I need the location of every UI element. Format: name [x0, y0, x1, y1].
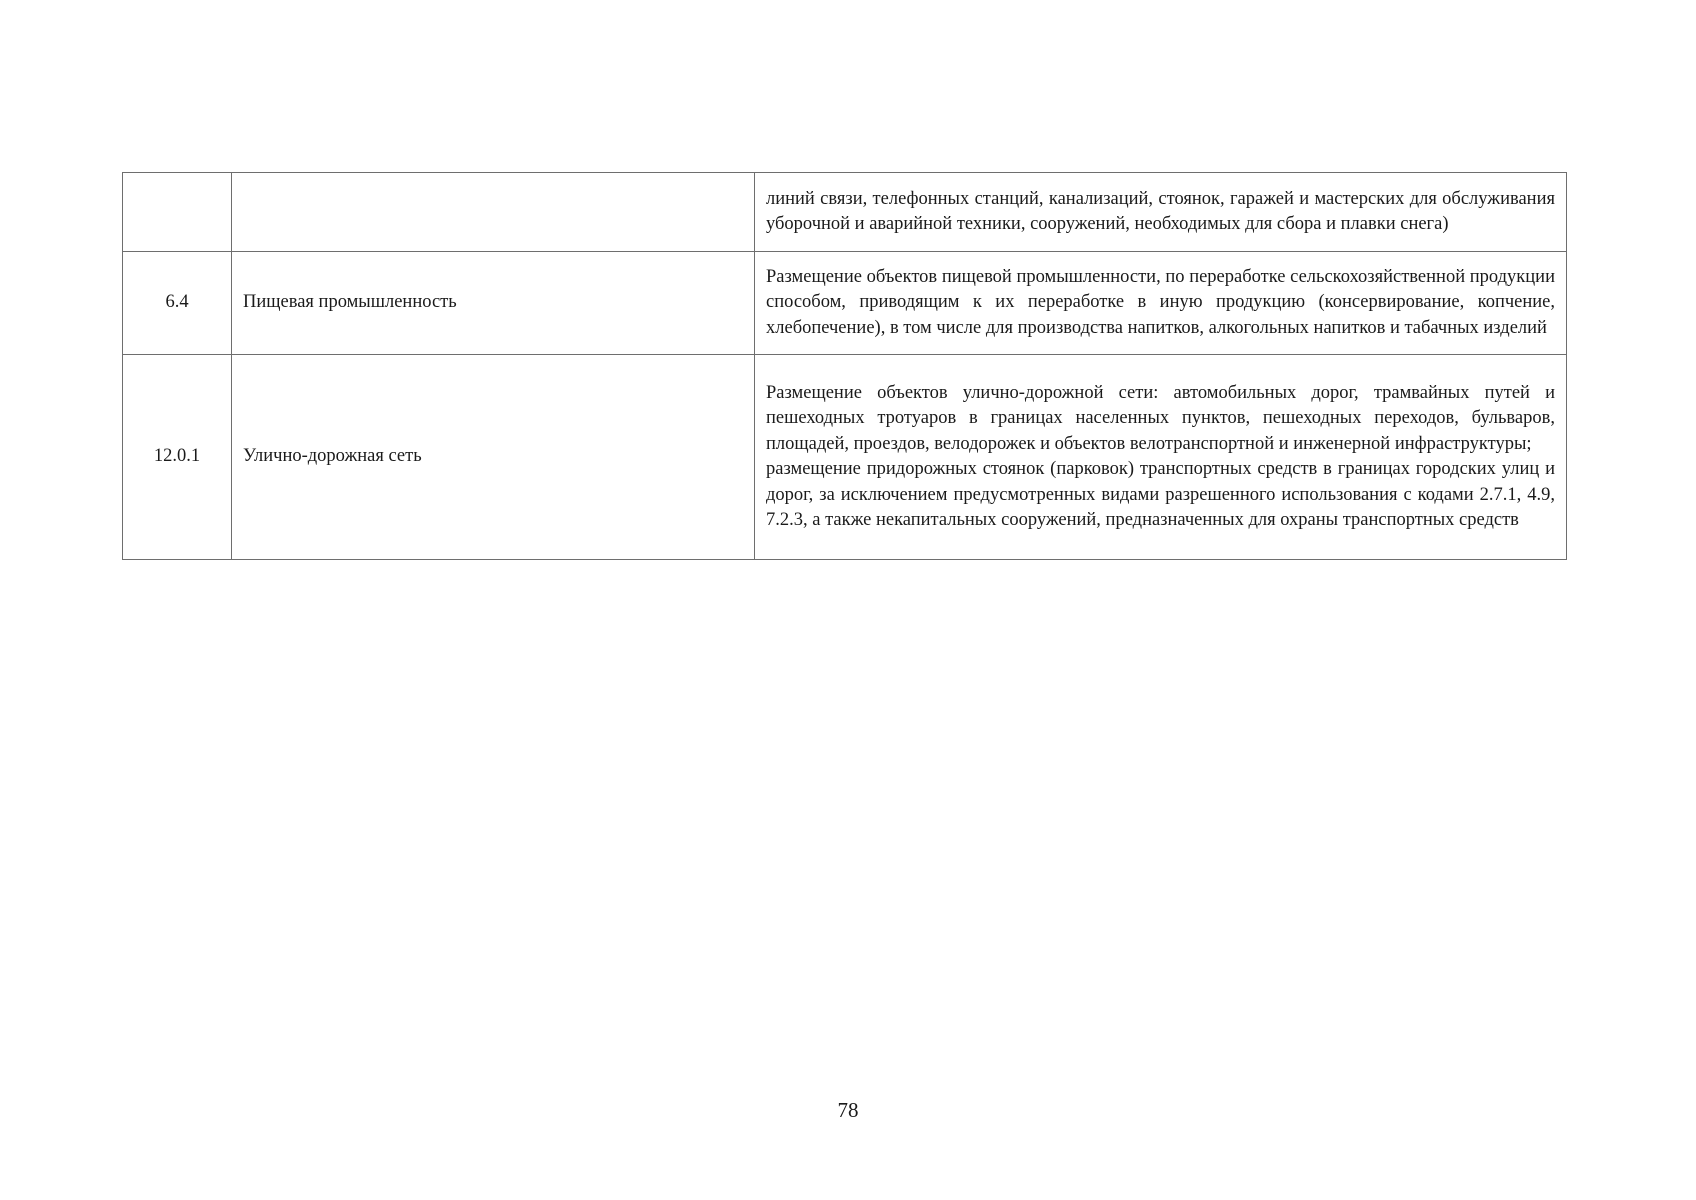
page-number: 78	[837, 1098, 859, 1122]
table-row	[123, 173, 1567, 252]
code-cell: 6.4	[123, 252, 232, 355]
name-cell	[232, 173, 755, 252]
code-cell	[123, 173, 232, 252]
description-paragraph: Размещение объектов улично-дорожной сети: автомобильных дорог, трамвайных путей и пешеходных тротуаров в границах населенных пунктов, пешеходных переходов, бульваров, площадей, проездов, велодорожек и объектов велотранспортной и инженерной инфраструктуры;	[766, 382, 1555, 454]
description-paragraph: Размещение объектов пищевой промышленности, по переработке сельскохозяйственной продукции способом, приводящим к их переработке в иную продукцию (консервирование, копчение, хлебопечение), в том числе для производства напитков, алкогольных напитков и табачных изделий	[766, 266, 1555, 338]
table-row	[123, 252, 1567, 355]
description-cell	[755, 355, 1567, 560]
description-paragraph: линий связи, телефонных станций, канализаций, стоянок, гаражей и мастерских для обслуживания уборочной и аварийной техники, сооружений, необходимых для сбора и плавки снега)	[766, 188, 1555, 234]
name-cell: Пищевая промышленность	[232, 252, 755, 355]
description-cell	[755, 252, 1567, 355]
description-cell	[755, 173, 1567, 252]
table-row	[123, 355, 1567, 560]
code-cell: 12.0.1	[123, 355, 232, 560]
land-use-table	[122, 172, 1567, 560]
name-cell: Улично-дорожная сеть	[232, 355, 755, 560]
description-paragraph: размещение придорожных стоянок (парковок) транспортных средств в границах городских улиц и дорог, за исключением предусмотренных видами разрешенного использования с кодами 2.7.1, 4.9, 7.2.3, а также некапитальных сооружений, предназначенных для охраны транспортных средств	[766, 459, 1555, 530]
